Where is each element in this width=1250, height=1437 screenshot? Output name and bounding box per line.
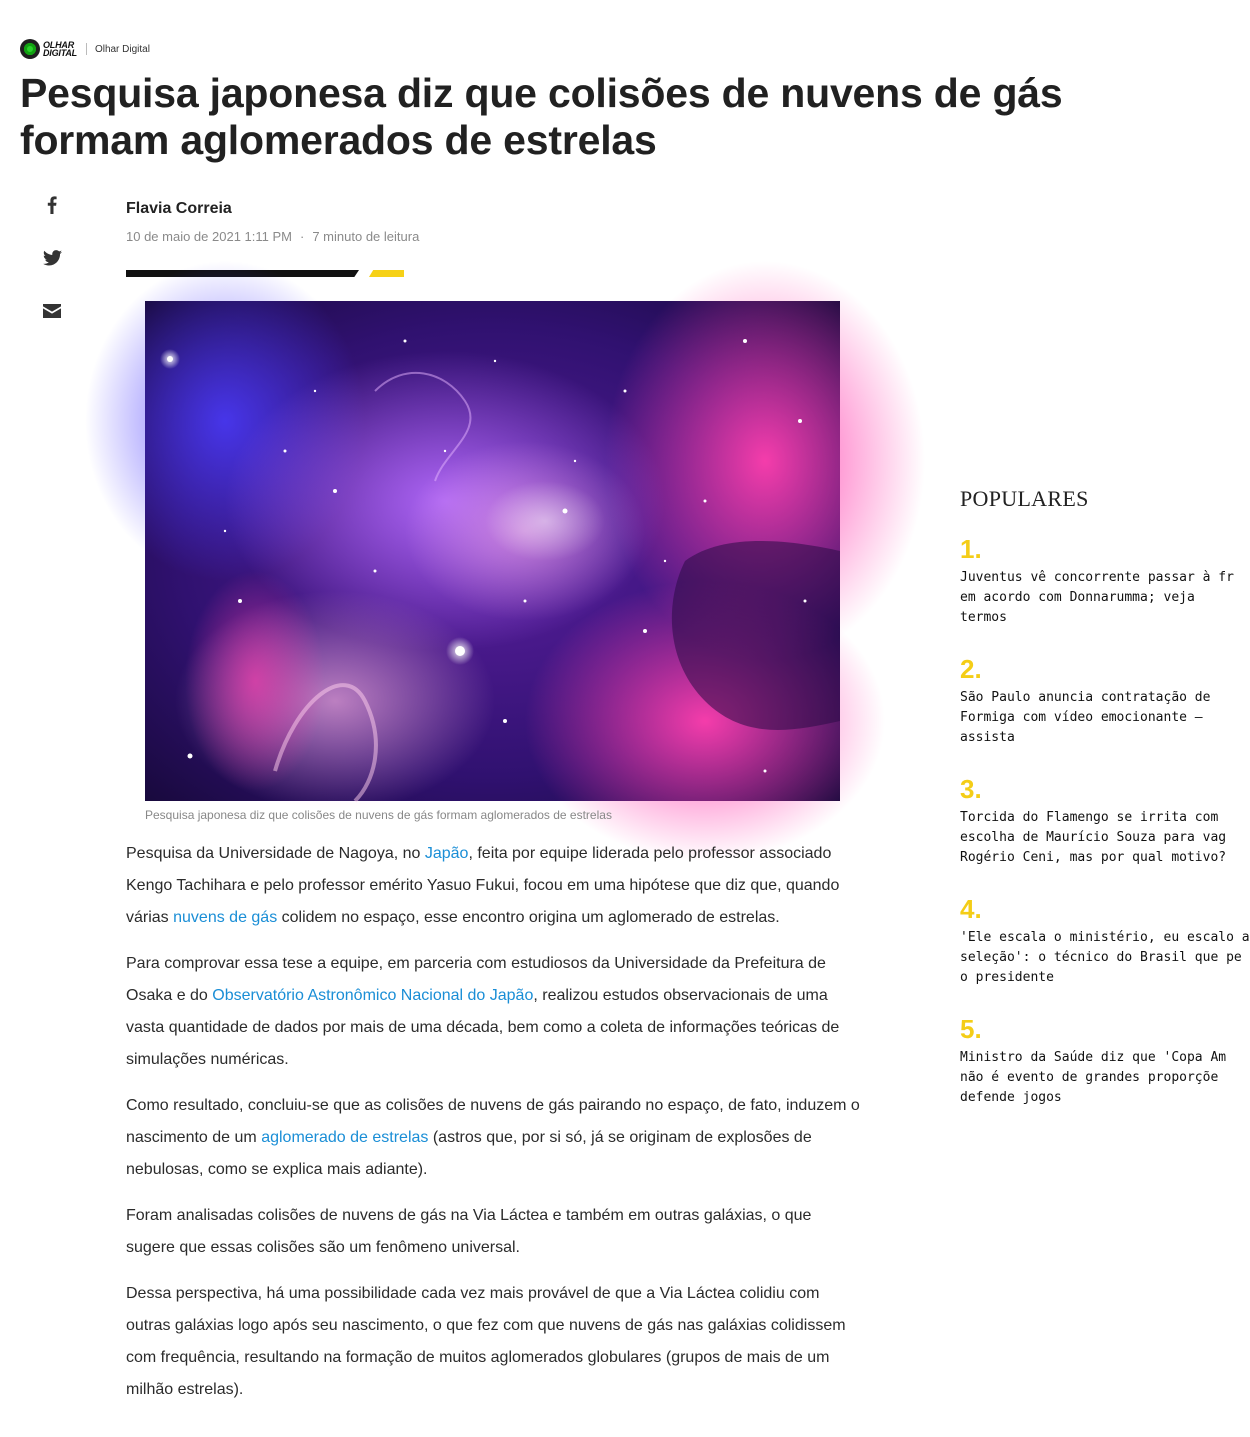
site-name[interactable]: Olhar Digital	[94, 43, 150, 55]
popular-item[interactable]	[960, 1014, 1240, 1108]
brand-separator	[86, 43, 87, 55]
paragraph: Foram analisadas colisões de nuvens de gás na Via Láctea e também em outras galáxias, o que sugere que essas colisões são um fenômeno universal.	[126, 1207, 812, 1256]
share-facebook-button[interactable]	[40, 196, 64, 220]
article-meta	[126, 229, 419, 244]
logo-wordmark: OLHAR DIGITAL	[43, 40, 77, 58]
paragraph: Para comprovar essa tese a equipe, em parceria com estudiosos da Universidade da Prefeitura de Osaka e do Observatório Astronômico Nacional do Japão, realizou estudos observacionais de uma vasta quantidade de dados por mais de uma década, bem como a coleta de informações teóricas de simulações numéricas.	[126, 955, 840, 1068]
article-body	[126, 838, 861, 1420]
popular-rank: 4.	[960, 894, 982, 924]
popular-item[interactable]	[960, 654, 1240, 748]
popular-title: POPULARES	[960, 486, 1089, 511]
popular-headline[interactable]: São Paulo anuncia contratação de Formiga com vídeo emocionante – assista	[960, 690, 1211, 745]
paragraph: Dessa perspectiva, há uma possibilidade cada vez mais provável de que a Via Láctea colidiu com outras galáxias logo após seu nascimento, o que fez com que nuvens de gás nas galáxias colidissem com frequência, resultando na formação de muitos aglomerados globulares (grupos de mais de um milhão estrelas).	[126, 1285, 846, 1398]
article-title: Pesquisa japonesa diz que colisões de nuvens de gás formam aglomerados de estrelas	[20, 70, 1063, 163]
share-bar	[40, 196, 64, 358]
site-logo[interactable]	[20, 39, 77, 59]
share-email-button[interactable]	[40, 304, 64, 328]
paragraph: Como resultado, concluiu-se que as colisões de nuvens de gás pairando no espaço, de fato, induzem o nascimento de um aglomerado de estrelas (astros que, por si só, já se originam de explosões de nebulosas, como se explica mais adiante).	[126, 1097, 860, 1178]
image-caption: Pesquisa japonesa diz que colisões de nuvens de gás formam aglomerados de estrelas	[145, 808, 612, 822]
read-time: 7 minuto de leitura	[312, 229, 420, 244]
link-observatorio[interactable]: Observatório Astronômico Nacional do Japão	[212, 987, 534, 1004]
link-japao[interactable]: Japão	[424, 845, 469, 862]
popular-item[interactable]	[960, 894, 1250, 988]
twitter-icon	[43, 250, 62, 266]
popular-item[interactable]	[960, 534, 1240, 628]
email-icon	[43, 304, 61, 318]
popular-item[interactable]	[960, 774, 1240, 868]
facebook-icon	[47, 196, 57, 214]
link-nuvens-de-gas[interactable]: nuvens de gás	[173, 909, 278, 926]
popular-rank: 3.	[960, 774, 982, 804]
popular-rank: 1.	[960, 534, 982, 564]
link-aglomerado-de-estrelas[interactable]: aglomerado de estrelas	[261, 1129, 429, 1146]
popular-headline[interactable]: Torcida do Flamengo se irrita com escolha de Maurício Souza para vag Rogério Ceni, mas por qual motivo?	[960, 810, 1227, 865]
logo-eye-icon	[20, 39, 40, 59]
popular-rank: 2.	[960, 654, 982, 684]
publish-date: 10 de maio de 2021 1:11 PM	[126, 229, 292, 244]
divider-bar-yellow	[369, 270, 404, 277]
hero-image	[145, 301, 840, 801]
meta-separator: ·	[300, 229, 305, 244]
paragraph: Pesquisa da Universidade de Nagoya, no Japão, feita por equipe liderada pelo professor associado Kengo Tachihara e pelo professor emérito Yasuo Fukui, focou em uma hipótese que diz que, quando várias nuvens de gás colidem no espaço, esse encontro origina um aglomerado de estrelas.	[126, 845, 840, 926]
popular-headline[interactable]: 'Ele escala o ministério, eu escalo a seleção': o técnico do Brasil que pe o presidente	[960, 930, 1250, 985]
popular-headline[interactable]: Juventus vê concorrente passar à fr em acordo com Donnarumma; veja termos	[960, 570, 1234, 625]
share-twitter-button[interactable]	[40, 250, 64, 274]
popular-list	[960, 486, 1250, 1134]
site-brand[interactable]	[20, 38, 150, 60]
author-name[interactable]: Flavia Correia	[126, 200, 232, 217]
popular-headline[interactable]: Ministro da Saúde diz que 'Copa Am não é evento de grandes proporçõe defende jogos	[960, 1050, 1227, 1105]
popular-rank: 5.	[960, 1014, 982, 1044]
